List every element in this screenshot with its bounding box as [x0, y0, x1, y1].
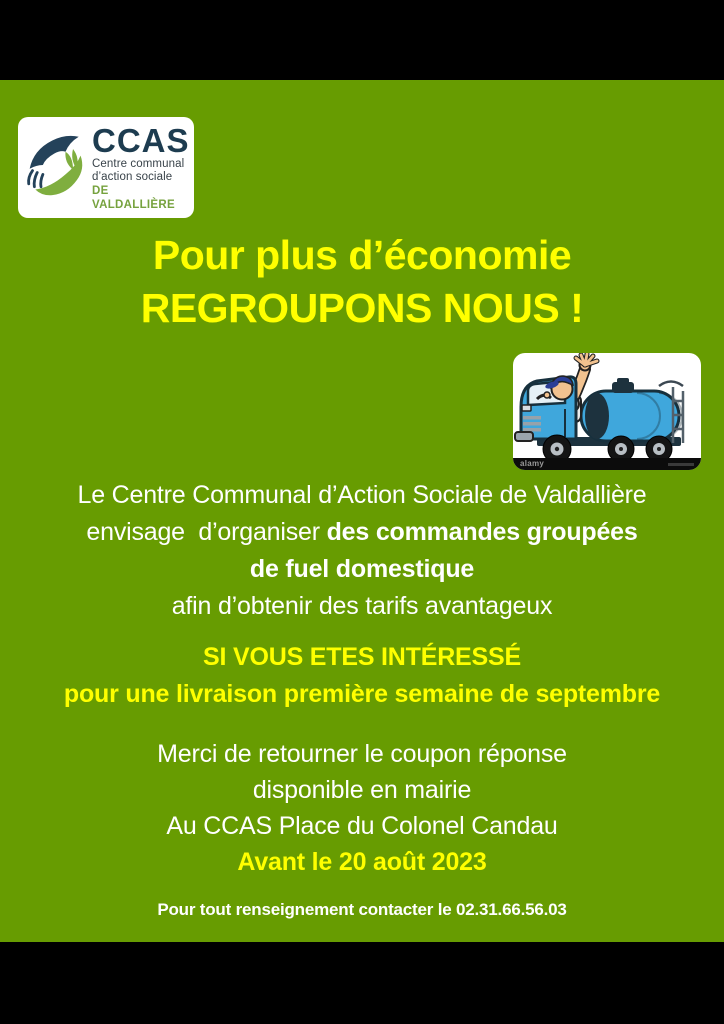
- intro-line2: [0, 514, 724, 551]
- fuel-truck-icon: [513, 353, 701, 470]
- instructions-line1: Merci de retourner le coupon réponse: [157, 740, 567, 768]
- highlight-block: [0, 639, 724, 713]
- instructions-line3: Au CCAS Place du Colonel Candau: [166, 812, 558, 840]
- headline: [0, 229, 724, 335]
- watermark-label: alamy: [520, 459, 545, 468]
- ccas-logo: [18, 117, 194, 218]
- watermark-id-mark: [668, 463, 694, 466]
- stock-photo-watermark-bar: [513, 458, 701, 470]
- logo-subtitle-line1: Centre communal: [92, 157, 185, 170]
- intro-line3: de fuel domestique: [249, 555, 475, 583]
- contact-line: Pour tout renseignement contacter le 02.31.66.56.03: [157, 900, 567, 919]
- intro-line2-bold: des commandes groupées: [326, 518, 638, 546]
- logo-acronym: CCAS: [92, 121, 190, 159]
- headline-line2: REGROUPONS NOUS !: [140, 285, 584, 331]
- intro-line2-regular: envisage d’organiser: [86, 518, 327, 546]
- intro-paragraph: [0, 477, 724, 625]
- logo-subtitle-line2: d’action sociale: [92, 170, 173, 183]
- ccas-logo-text: [92, 121, 194, 212]
- intro-line4: afin d’obtenir des tarifs avantageux: [171, 592, 553, 620]
- fuel-truck-image: [513, 353, 701, 470]
- logo-subtitle-line3: DE VALDALLIÈRE: [92, 184, 175, 211]
- intro-line1: Le Centre Communal d’Action Sociale de Valdallière: [77, 481, 647, 509]
- ccas-hands-logo-icon: [24, 125, 90, 210]
- instructions-block: [0, 736, 724, 880]
- headline-line1: Pour plus d’économie: [152, 232, 572, 278]
- instructions-line2: disponible en mairie: [252, 776, 472, 804]
- highlight-line2: pour une livraison première semaine de septembre: [63, 680, 661, 708]
- deadline-text: Avant le 20 août 2023: [237, 848, 487, 876]
- highlight-line1: SI VOUS ETES INTÉRESSÉ: [203, 643, 521, 671]
